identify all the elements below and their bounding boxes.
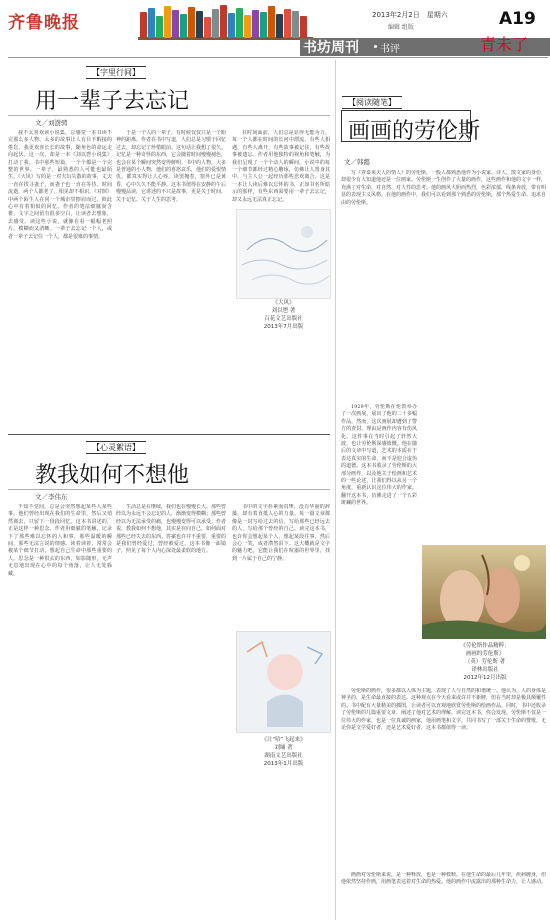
article3-byline: 文／韩懿	[344, 158, 370, 166]
book-caption-2	[236, 736, 331, 768]
article1-byline: 文／刘澍骋	[35, 119, 68, 127]
book-date-1: 2013年7月出版	[263, 324, 304, 330]
book-spine	[244, 15, 251, 38]
separator-dot-icon	[374, 45, 377, 48]
book-spine	[300, 16, 307, 38]
article2-column-1: 不知不觉间，总是会突然想起某些人某些事。他们曾经出现在我们的生命里，然后又悄然离去，只留下一段段回忆。这本书讲述的，正是这样一种思念。作者用细腻的笔触，记录下了那些难以忘怀的人和事，那些温暖的瞬间，那些无法言说的情感。读着读着，常常会被某个细节打动，想起自己生命中那些重要的人。思念是一种很玄的东西，如影随形，无声无息地出现在心中的每个角落，让人无处躲藏。	[8, 504, 112, 577]
column-divider	[335, 60, 336, 920]
book-publisher-3: 译林出版社	[471, 667, 499, 673]
header-divider	[8, 57, 548, 58]
article1-column-2: 于是一个人的一辈子，有时候仅仅只是一个眼神的距离。作者在书中写道，人们总是习惯于回忆过去，却忘记了珍惜眼前。这句话让我想了很久。记忆是一种奇怪的东西，它会随着时间慢慢褪色，也会在某个瞬间突然变得鲜明。书中的人物，大多是普通的小人物，他们的喜怒哀乐，他们的爱恨情仇，都真实得让人心疼。读罢掩卷，窗外已是黄昏，心中久久不能平静。这本书值得在安静的午后慢慢品读，它讲述的不只是故事，更是关于时间、关于记忆、关于人生的思考。	[116, 130, 226, 203]
book-cover-image-2	[236, 631, 331, 733]
book-spine	[188, 7, 195, 38]
book-spine	[204, 17, 211, 38]
issue-date: 2013年2月2日 星期六	[372, 11, 448, 19]
book-spine	[164, 6, 171, 38]
book-spine	[156, 16, 163, 38]
book-spine	[172, 10, 179, 38]
book-spine	[228, 13, 235, 38]
book-title-3a: 《劳伦斯作品精粹：	[460, 643, 510, 649]
book-spine	[220, 5, 227, 38]
book-publisher-2: 湖南文艺出版社	[264, 753, 303, 759]
book-date-3: 2012年12月出版	[463, 675, 507, 681]
book-caption-1	[236, 299, 331, 331]
book-spine	[276, 14, 283, 38]
article2-byline: 文／李伟东	[35, 493, 68, 501]
book-spine	[148, 8, 155, 38]
book-spine	[196, 11, 203, 38]
book-spine	[260, 12, 267, 38]
article1-headline: 用一辈子去忘记	[35, 89, 190, 114]
article3-headline: 画画的劳伦斯	[348, 119, 481, 144]
article2-column-3: 书中的文字朴素而真挚，没有华丽的辞藻，却有着直抵人心的力量。每一篇文章都像是一封写给过去的信，写给那些已经远去的人，写给那个曾经的自己。读完这本书，也许你会想起某个人，想起某段往事，然后会心一笑，或者潸然泪下。这大概就是文字的魅力吧，它能让我们在喧嚣的世界里，找到一片属于自己的宁静。	[232, 504, 330, 562]
article2-rule	[8, 489, 330, 490]
book-title-2: 《让“哈”飞起来》	[261, 737, 306, 743]
book-author-1: 刘以鬯 著	[271, 308, 296, 314]
book-spine	[140, 12, 147, 38]
book-author-3: （英）劳伦斯 著	[464, 659, 506, 665]
article2-headline: 教我如何不想他	[35, 463, 190, 488]
page-header	[0, 0, 550, 58]
article3-column-1: 写《查泰莱夫人的情人》的劳伦斯，一般人都熟悉他作为小说家、诗人、散文家的身份，却很少有人知道他还是一位画家。劳伦斯一生创作了大量的画作，这些画作和他的文字一样，充满了对生命、对自然、对人性的思考。他的画风大胆而热烈，色彩浓郁，线条奔放，带有明显的表现主义风格。在他的画作中，我们可以看到那个熟悉的劳伦斯，那个热爱生命、追求自由的劳伦斯。	[341, 170, 546, 206]
book-author-2: 刘墉 著	[274, 745, 293, 751]
page-number: A19	[499, 9, 536, 29]
book-publisher-1: 百花文艺出版社	[264, 316, 303, 322]
article1-column-3-cont	[232, 338, 330, 430]
article1-column-1: 我不太喜欢读小说集，总感觉一本书读不完那么多人物，太多的故事让人有目不暇接的倦怠。我更欢喜长长的故事，随角色的命运走向起伏。这一次，却是一本《刘以鬯小说集》打动了我。书中那些短篇，一个个都是一个完整的世界。一辈子，最熟悉的人可能也最陌生。《大风》写的是一对夫妇失散的故事，丈夫一直在找寻妻子，而妻子也一直在等待。时间流逝，两个人都老了，相见却不相识。《对倒》中两个陌生人在同一个城市里擦肩而过，彼此心中有着相似的回忆。作者的笔法细腻而含蓄，文字之间留有很多空白，让读者去想象，去感受。读这些小说，就像在看一幅幅老照片，模糊而又清晰。一辈子去忘记一个人，或者一辈子去记住一个人，都是很难的事情。	[8, 130, 112, 240]
article2-column-2: 生活总是在继续，我们也在慢慢长大。那些曾经以为永远不会忘记的人，渐渐变得模糊；那些曾经以为无法承受的痛，也慢慢变得可以承受。作者说，教我如何不想他，其实是在问自己，如何面对那些已经失去的东西。答案也许并不重要，重要的是我们曾经爱过，曾经被爱过。这本书像一面镜子，照见了每个人内心深处最柔软的地方。	[116, 504, 226, 555]
book-cover-painting	[422, 545, 546, 639]
editor-line: 编辑 组版	[388, 24, 414, 31]
article2-kicker: 【心灵絮语】	[86, 441, 146, 454]
book-spine	[292, 11, 299, 38]
book-cover-image-1	[236, 209, 331, 299]
article2-column-3-cont	[232, 774, 330, 914]
book-spine	[236, 8, 243, 38]
book-spine	[268, 6, 275, 38]
article3-column-2: 1929年，劳伦斯在伦敦举办了一次画展，展出了他的二十多幅作品。然而，这次画展却遭到了警方的查封，理由是画作内容有伤风化。这件事在当时引起了轩然大波，也让劳伦斯深感愤慨。他在随后的文章中写道，艺术的本质在于表达真实的生命，而不是迎合虚伪的道德。这本书收录了劳伦斯的大部分画作，以及他关于绘画和艺术的一些论述，让我们得以从另一个角度，重新认识这位伟大的作家。翻开这本书，仿佛走进了一个五彩斑斓的世界。	[341, 404, 417, 507]
book-caption-3	[424, 642, 546, 682]
article1-column-3: 在时间面前，人们总是显得无能为力。每一个人都在时间的长河中漂流，有些人相遇，有些人离开，有些故事被记住，有些故事被遗忘。作者用他独特的视角和笔触，为我们呈现了一个个动人的瞬间。小说中的每一个细节都经过精心雕琢，仿佛让人置身其中，与主人公一起经历那些悲欢离合。这是一本让人读后难以忘怀的书，正如书名所暗示的那样，有些东西需要用一辈子去忘记，却又永远无法真正忘记。	[232, 130, 330, 203]
article3-column-4: 画画对劳伦斯来说，是一种释放，也是一种救赎。在他生命的最后几年里，疾病缠身，但他依然坚持作画，用画笔表达着对生命的热爱。他的画作中流露出的那种生命力，让人感动。	[341, 872, 546, 886]
article3-kicker: 【阅读随笔】	[342, 96, 402, 109]
book-spine	[252, 10, 259, 38]
book-title-1: 《大风》	[272, 300, 295, 306]
section-subtitle: 书评	[380, 44, 400, 55]
section-title: 书坊周刊	[303, 40, 359, 56]
bookshelf-illustration	[138, 4, 313, 38]
book-spine	[180, 14, 187, 38]
article1-kicker: 【字里行间】	[86, 66, 146, 79]
article-separator	[8, 434, 330, 435]
article1-rule	[8, 115, 330, 116]
article3-column-3: 劳伦斯的画作，很多都以人体为主题，表现了人与自然的和谐统一。他认为，人的身体是神圣的，是生命最直接的表达。这种观点在今天看来或许并不新鲜，但在当时却是极具颠覆性的。书中配有大量精美的插图，让读者可以直观地欣赏劳伦斯的绘画作品。同时，书中还收录了劳伦斯的几篇重要文章，阐述了他对艺术的理解。读完这本书，你会发现，劳伦斯不仅是一位伟大的作家，也是一位真诚的画家，他用画笔和文字，共同书写了一部关于生命的赞歌。无论你是文学爱好者，还是艺术爱好者，这本书都值得一读。	[341, 688, 546, 732]
newspaper-logo: 齐鲁晚报	[8, 13, 80, 33]
book-spine	[212, 9, 219, 38]
book-spine	[284, 9, 291, 38]
supplement-name: 青未了	[480, 35, 529, 54]
book-date-2: 2013年1月出版	[263, 761, 304, 767]
book-title-3b: 画画的劳伦斯》	[465, 651, 505, 657]
